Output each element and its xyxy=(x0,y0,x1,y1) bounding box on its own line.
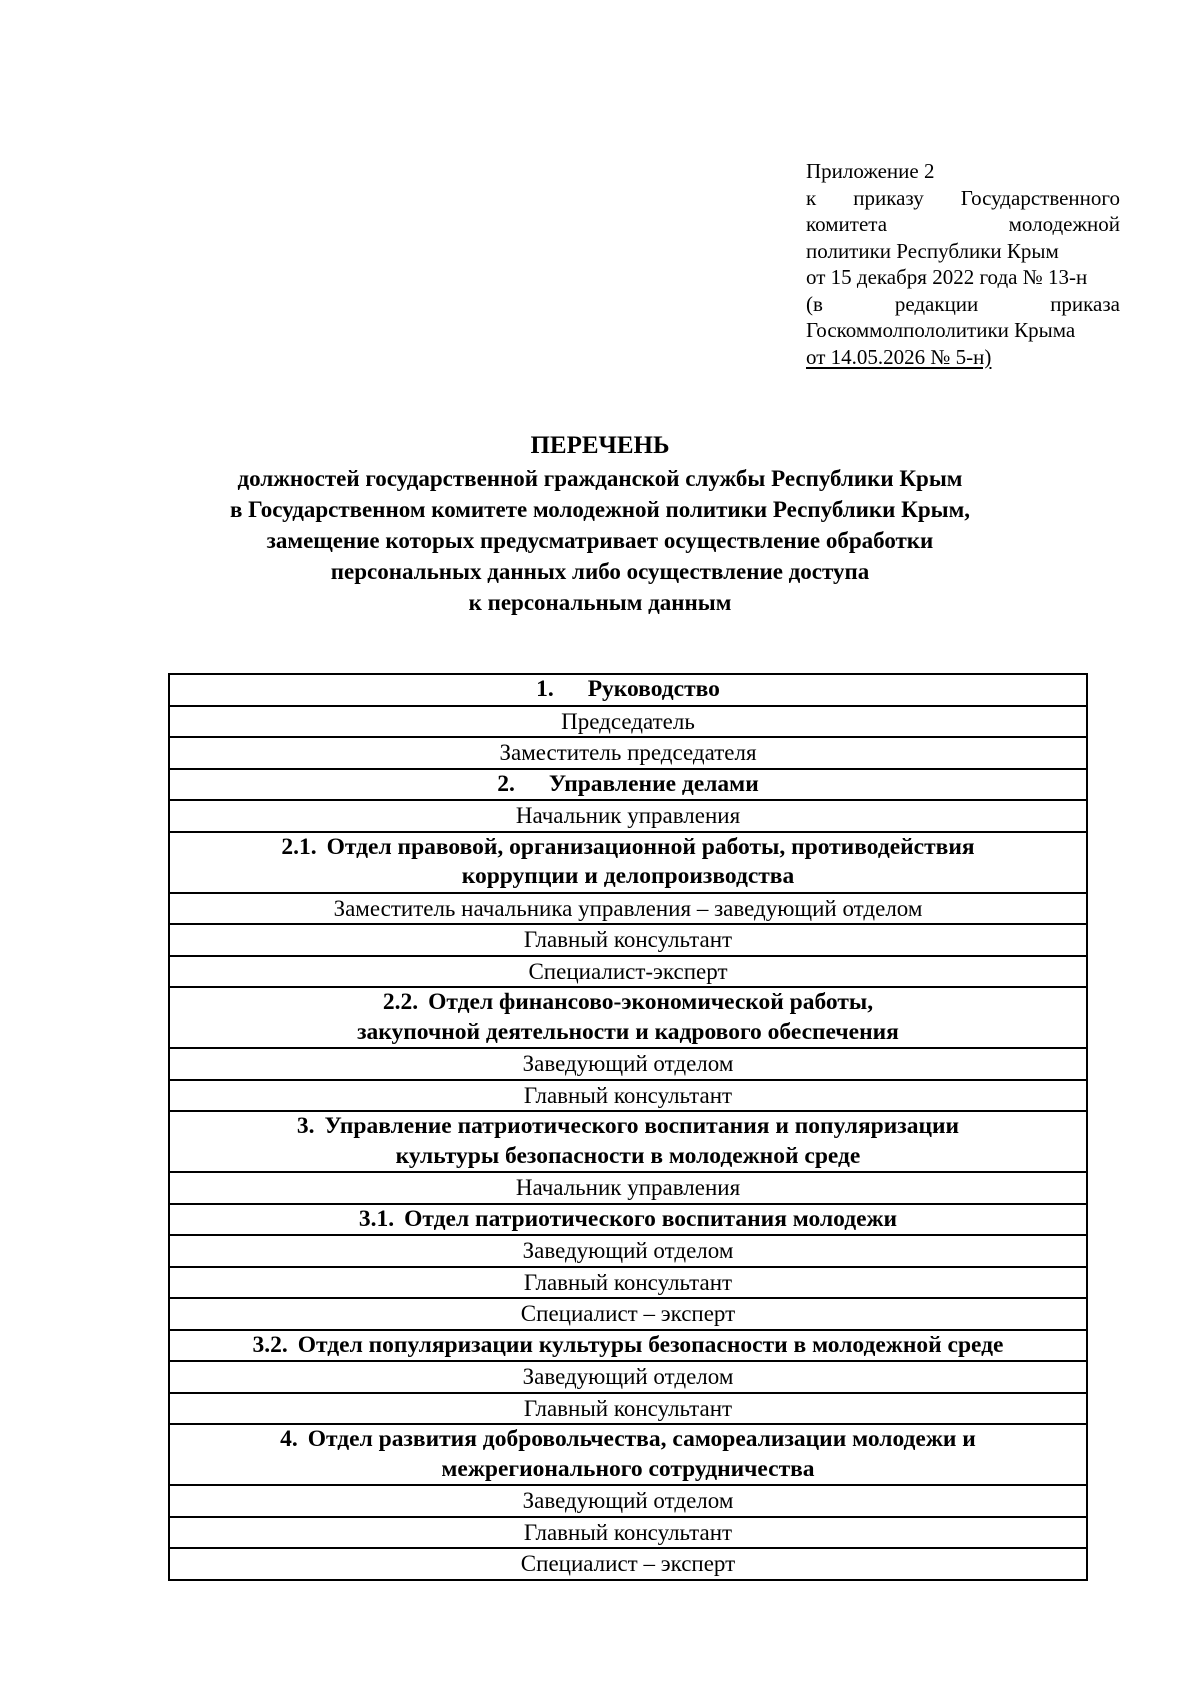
annex-line: Госкоммолпололитики Крыма xyxy=(806,318,1076,342)
position-cell: Председатель xyxy=(169,706,1087,738)
position-cell: Специалист – эксперт xyxy=(169,1548,1087,1580)
annex-block xyxy=(806,158,1120,370)
position-cell: Главный консультант xyxy=(169,924,1087,956)
table-row xyxy=(169,706,1087,738)
section-cell xyxy=(169,987,1087,1048)
position-cell: Заместитель начальника управления – заведующий отделом xyxy=(169,893,1087,925)
table-row xyxy=(169,956,1087,988)
section-number: 3. xyxy=(296,1113,315,1139)
document-title: ПЕРЕЧЕНЬ xyxy=(530,432,670,459)
annex-line: Приложение 2 xyxy=(806,159,935,183)
section-title: Отдел популяризации культуры безопасности в молодежной среде xyxy=(297,1331,1004,1358)
section-title: Отдел правовой, организационной работы, противодействия xyxy=(326,833,975,860)
position-cell: Начальник управления xyxy=(169,800,1087,832)
position-cell: Специалист – эксперт xyxy=(169,1298,1087,1330)
annex-line: от 15 декабря 2022 года № 13-н xyxy=(806,265,1088,289)
table-row xyxy=(169,893,1087,925)
table-row xyxy=(169,1485,1087,1517)
table-row xyxy=(169,1298,1087,1330)
table-row xyxy=(169,1267,1087,1299)
table-row xyxy=(169,1235,1087,1267)
position-cell: Заведующий отделом xyxy=(169,1235,1087,1267)
table-row xyxy=(169,1424,1087,1485)
table-row xyxy=(169,987,1087,1048)
positions-table xyxy=(168,673,1088,1581)
table-row xyxy=(169,1517,1087,1549)
table-row xyxy=(169,1080,1087,1112)
heading-line: в Государственном комитете молодежной политики Республики Крым, xyxy=(229,497,971,522)
table-row xyxy=(169,1204,1087,1236)
section-title-cont: закупочной деятельности и кадрового обеспечения xyxy=(357,1018,899,1045)
section-title: Отдел развития добровольчества, самореализации молодежи и xyxy=(307,1426,976,1452)
section-title-cont: коррупции и делопроизводства xyxy=(461,863,795,889)
table-row xyxy=(169,1361,1087,1393)
table-row xyxy=(169,800,1087,832)
section-number: 3.1. xyxy=(358,1205,395,1232)
table-row xyxy=(169,1111,1087,1172)
position-cell: Специалист-эксперт xyxy=(169,956,1087,988)
document-heading xyxy=(130,430,1070,618)
section-number: 4. xyxy=(280,1426,298,1452)
section-number: 2.1. xyxy=(281,833,317,860)
heading-line: замещение которых предусматривает осуществление обработки xyxy=(266,528,934,553)
annex-line: к приказу Государственного xyxy=(806,185,1120,210)
section-title: Отдел финансово-экономической работы, xyxy=(428,989,874,1015)
table-row xyxy=(169,1548,1087,1580)
heading-line: должностей государственной гражданской службы Республики Крым xyxy=(237,466,963,491)
section-title-cont: межрегионального сотрудничества xyxy=(441,1455,815,1482)
position-cell: Главный консультант xyxy=(169,1267,1087,1299)
annex-line: комитета молодежной xyxy=(806,212,1120,236)
position-cell: Заведующий отделом xyxy=(169,1048,1087,1080)
position-cell: Главный консультант xyxy=(169,1393,1087,1425)
position-cell: Главный консультант xyxy=(169,1517,1087,1549)
section-cell xyxy=(169,1424,1087,1485)
table-row xyxy=(169,737,1087,769)
section-title: Управление патриотического воспитания и популяризации xyxy=(324,1113,960,1139)
table-row xyxy=(169,769,1087,801)
section-cell xyxy=(169,832,1087,893)
heading-line: к персональным данным xyxy=(468,590,732,615)
position-cell: Заместитель председателя xyxy=(169,737,1087,769)
section-title: Руководство xyxy=(587,676,720,702)
section-title-cont: культуры безопасности в молодежной среде xyxy=(395,1142,861,1169)
section-number: 2.2. xyxy=(382,989,419,1015)
position-cell: Главный консультант xyxy=(169,1080,1087,1112)
position-cell: Заведующий отделом xyxy=(169,1485,1087,1517)
annex-line: политики Республики Крым xyxy=(806,238,1059,263)
table-row xyxy=(169,1330,1087,1362)
heading-line: персональных данных либо осуществление доступа xyxy=(330,559,870,584)
table-row xyxy=(169,924,1087,956)
table-row xyxy=(169,1048,1087,1080)
section-cell xyxy=(169,1204,1087,1236)
section-cell xyxy=(169,769,1087,801)
section-cell xyxy=(169,674,1087,706)
section-title: Управление делами xyxy=(548,770,759,797)
table-row xyxy=(169,832,1087,893)
position-cell: Заведующий отделом xyxy=(169,1361,1087,1393)
table-row xyxy=(169,1172,1087,1204)
section-number: 2. xyxy=(497,770,515,797)
annex-line: от 14.05.2026 № 5-н) xyxy=(806,344,992,369)
annex-line: (в редакции приказа xyxy=(806,291,1120,316)
table-row xyxy=(169,674,1087,706)
section-title: Отдел патриотического воспитания молодежи xyxy=(404,1205,898,1232)
position-cell: Начальник управления xyxy=(169,1172,1087,1204)
section-number: 1. xyxy=(536,676,554,702)
section-number: 3.2. xyxy=(252,1331,288,1358)
section-cell xyxy=(169,1330,1087,1362)
table-row xyxy=(169,1393,1087,1425)
section-cell xyxy=(169,1111,1087,1172)
